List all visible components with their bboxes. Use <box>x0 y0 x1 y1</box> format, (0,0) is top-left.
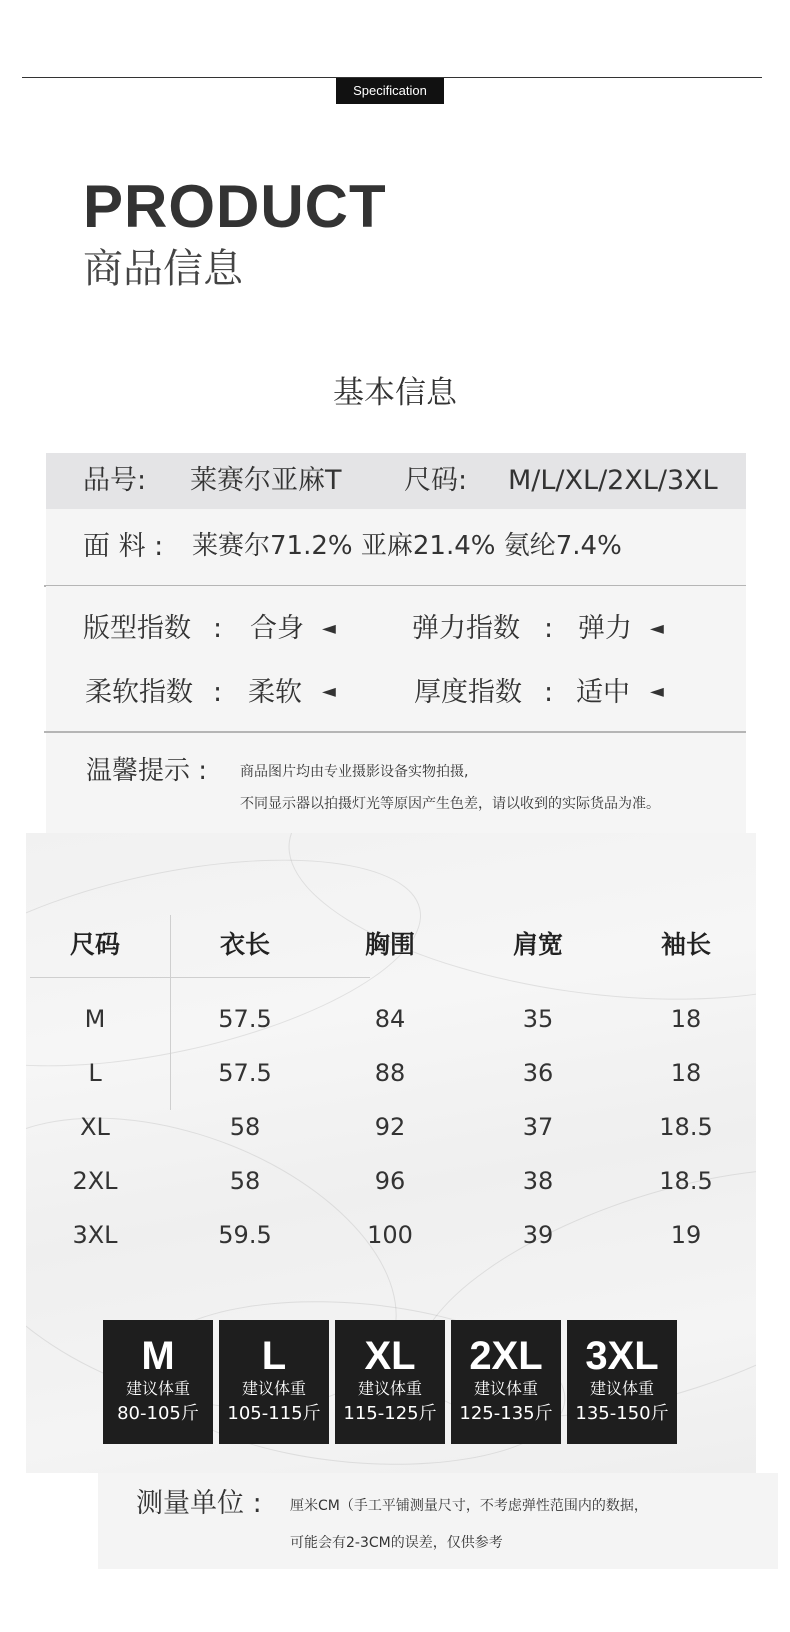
product-title: PRODUCT <box>83 173 387 240</box>
left-arrow-icon: ◄ <box>650 681 664 702</box>
softness-index-value: 柔软 <box>248 677 302 708</box>
weight-range: 105-115斤 <box>227 1403 321 1424</box>
index-rows <box>46 586 746 732</box>
size-label: M <box>141 1334 175 1378</box>
table-cell: 92 <box>374 1113 406 1141</box>
weight-note: 建议体重 <box>125 1379 190 1398</box>
table-cell: 58 <box>229 1167 261 1195</box>
weight-note: 建议体重 <box>357 1379 422 1398</box>
weight-box-l <box>219 1320 329 1444</box>
tip-line-1: 商品图片均由专业摄影设备实物拍摄, <box>240 764 469 780</box>
table-cell: 18 <box>670 1005 702 1033</box>
size-value: M/L/XL/2XL/3XL <box>508 465 718 496</box>
colon: : <box>544 677 554 708</box>
basic-info-title: 基本信息 <box>333 375 457 411</box>
table-cell: 19 <box>670 1221 702 1249</box>
weight-box-m <box>103 1320 213 1444</box>
measure-note-edge <box>52 1473 98 1569</box>
left-arrow-icon: ◄ <box>650 618 664 639</box>
table-cell: 57.5 <box>218 1059 272 1087</box>
header-shoulder: 肩宽 <box>512 930 563 959</box>
fit-index-label: 版型指数 <box>83 613 191 644</box>
table-cell: 58 <box>229 1113 261 1141</box>
table-cell: 18.5 <box>659 1167 713 1195</box>
fit-index-value: 合身 <box>250 613 304 644</box>
header-sleeve: 袖长 <box>660 930 711 959</box>
table-cell: 37 <box>522 1113 554 1141</box>
weight-box-xl <box>335 1320 445 1444</box>
fabric-value: 莱赛尔71.2% 亚麻21.4% 氨纶7.4% <box>192 531 622 561</box>
table-cell: 18.5 <box>659 1113 713 1141</box>
table-cell: 2XL <box>72 1167 118 1195</box>
measure-note-line-1: 厘米CM（手工平铺测量尺寸，不考虑弹性范围内的数据， <box>290 1498 648 1514</box>
table-cell: XL <box>80 1113 110 1141</box>
thickness-index-label: 厚度指数 <box>414 677 522 708</box>
left-arrow-icon: ◄ <box>322 618 336 639</box>
specification-tag: Specification <box>336 78 444 104</box>
colon: : <box>213 613 223 644</box>
weight-range: 125-135斤 <box>459 1403 553 1424</box>
stretch-index-label: 弹力指数 <box>412 613 520 644</box>
weight-box-3xl <box>567 1320 677 1444</box>
product-subtitle: 商品信息 <box>83 246 243 292</box>
measure-note-line-2: 可能会有2-3CM的误差，仅供参考 <box>290 1535 503 1551</box>
table-cell: L <box>88 1059 102 1087</box>
size-label: 3XL <box>585 1334 659 1378</box>
table-vertical-divider <box>170 915 171 1110</box>
weight-range: 80-105斤 <box>117 1403 199 1424</box>
table-cell: 3XL <box>72 1221 118 1249</box>
header-chest: 胸围 <box>364 930 415 959</box>
table-cell: 59.5 <box>218 1221 272 1249</box>
colon: : <box>544 613 554 644</box>
table-cell: 39 <box>522 1221 554 1249</box>
colon: : <box>213 677 223 708</box>
header-length: 衣长 <box>219 930 270 959</box>
weight-note: 建议体重 <box>473 1379 538 1398</box>
table-cell: 36 <box>522 1059 554 1087</box>
header-size: 尺码 <box>69 930 120 959</box>
table-cell: 57.5 <box>218 1005 272 1033</box>
left-arrow-icon: ◄ <box>322 681 336 702</box>
table-cell: 38 <box>522 1167 554 1195</box>
measure-unit-label: 测量单位 : <box>136 1488 262 1519</box>
weight-range: 115-125斤 <box>343 1403 437 1424</box>
table-cell: 35 <box>522 1005 554 1033</box>
size-label: XL <box>364 1334 416 1378</box>
tip-line-2: 不同显示器以拍摄灯光等原因产生色差，请以收到的实际货品为准。 <box>240 796 660 812</box>
fabric-label: 面 料 : <box>83 531 164 562</box>
table-cell: 84 <box>374 1005 406 1033</box>
tip-label: 温馨提示 : <box>86 756 208 786</box>
item-number-value: 莱赛尔亚麻T <box>190 465 342 496</box>
thickness-index-value: 适中 <box>576 677 630 708</box>
weight-note: 建议体重 <box>241 1379 306 1398</box>
table-cell: 96 <box>374 1167 406 1195</box>
size-label: L <box>261 1334 287 1378</box>
softness-index-label: 柔软指数 <box>85 677 193 708</box>
size-label: 2XL <box>469 1334 543 1378</box>
table-cell: M <box>84 1005 106 1033</box>
weight-note: 建议体重 <box>589 1379 654 1398</box>
item-number-label: 品号: <box>83 465 147 496</box>
weight-range: 135-150斤 <box>575 1403 669 1424</box>
stretch-index-value: 弹力 <box>578 613 632 644</box>
size-label: 尺码: <box>404 465 468 496</box>
table-horizontal-divider <box>30 977 370 978</box>
table-cell: 88 <box>374 1059 406 1087</box>
table-cell: 100 <box>367 1221 413 1249</box>
table-cell: 18 <box>670 1059 702 1087</box>
weight-box-2xl <box>451 1320 561 1444</box>
